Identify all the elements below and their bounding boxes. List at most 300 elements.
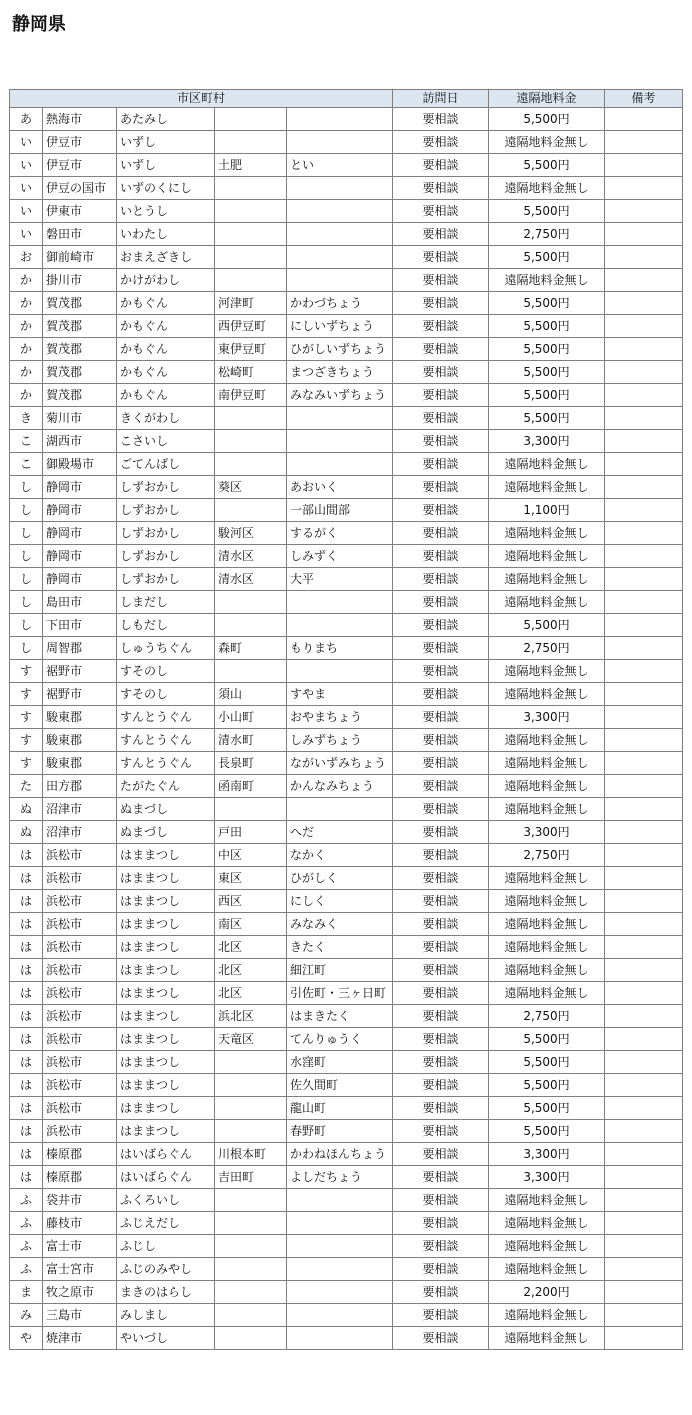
cell-town-reading: もりまち bbox=[287, 637, 393, 660]
cell-town: 駿河区 bbox=[215, 522, 287, 545]
cell-note bbox=[605, 867, 683, 890]
cell-visit-day: 要相談 bbox=[393, 1074, 489, 1097]
cell-city: 駿東郡 bbox=[43, 706, 117, 729]
table-row bbox=[10, 108, 683, 131]
cell-city: 三島市 bbox=[43, 1304, 117, 1327]
cell-town bbox=[215, 246, 287, 269]
table-row bbox=[10, 223, 683, 246]
cell-city-reading: すそのし bbox=[117, 660, 215, 683]
cell-note bbox=[605, 1258, 683, 1281]
cell-town: 須山 bbox=[215, 683, 287, 706]
cell-town-reading: しみずちょう bbox=[287, 729, 393, 752]
cell-note bbox=[605, 660, 683, 683]
cell-note bbox=[605, 982, 683, 1005]
cell-visit-day: 要相談 bbox=[393, 1028, 489, 1051]
cell-town bbox=[215, 1281, 287, 1304]
cell-kana: あ bbox=[10, 108, 43, 131]
cell-note bbox=[605, 384, 683, 407]
cell-remote-fee: 遠隔地料金無し bbox=[489, 269, 605, 292]
cell-remote-fee: 5,500円 bbox=[489, 407, 605, 430]
cell-visit-day: 要相談 bbox=[393, 223, 489, 246]
cell-kana: か bbox=[10, 384, 43, 407]
cell-remote-fee: 5,500円 bbox=[489, 361, 605, 384]
cell-remote-fee: 5,500円 bbox=[489, 338, 605, 361]
table-row bbox=[10, 522, 683, 545]
cell-visit-day: 要相談 bbox=[393, 499, 489, 522]
cell-town: 小山町 bbox=[215, 706, 287, 729]
cell-city: 賀茂郡 bbox=[43, 292, 117, 315]
cell-kana: ぬ bbox=[10, 798, 43, 821]
cell-city: 菊川市 bbox=[43, 407, 117, 430]
cell-town: 土肥 bbox=[215, 154, 287, 177]
cell-remote-fee: 5,500円 bbox=[489, 384, 605, 407]
cell-visit-day: 要相談 bbox=[393, 1051, 489, 1074]
cell-city: 浜松市 bbox=[43, 890, 117, 913]
table-row bbox=[10, 1005, 683, 1028]
cell-visit-day: 要相談 bbox=[393, 407, 489, 430]
cell-kana: か bbox=[10, 315, 43, 338]
cell-town-reading: よしだちょう bbox=[287, 1166, 393, 1189]
table-row bbox=[10, 1074, 683, 1097]
table-row bbox=[10, 407, 683, 430]
cell-note bbox=[605, 913, 683, 936]
table-row bbox=[10, 982, 683, 1005]
cell-remote-fee: 5,500円 bbox=[489, 292, 605, 315]
cell-note bbox=[605, 775, 683, 798]
cell-city-reading: はいばらぐん bbox=[117, 1166, 215, 1189]
cell-visit-day: 要相談 bbox=[393, 476, 489, 499]
cell-town-reading: てんりゅうく bbox=[287, 1028, 393, 1051]
table-row bbox=[10, 1281, 683, 1304]
cell-town-reading bbox=[287, 1281, 393, 1304]
cell-city: 静岡市 bbox=[43, 476, 117, 499]
cell-visit-day: 要相談 bbox=[393, 1327, 489, 1350]
cell-town-reading bbox=[287, 591, 393, 614]
cell-town: 川根本町 bbox=[215, 1143, 287, 1166]
cell-town-reading bbox=[287, 660, 393, 683]
cell-town bbox=[215, 430, 287, 453]
table-row bbox=[10, 1304, 683, 1327]
cell-visit-day: 要相談 bbox=[393, 821, 489, 844]
cell-kana: す bbox=[10, 660, 43, 683]
cell-city-reading: かもぐん bbox=[117, 361, 215, 384]
cell-city-reading: はままつし bbox=[117, 1028, 215, 1051]
cell-remote-fee: 5,500円 bbox=[489, 1028, 605, 1051]
cell-city-reading: はままつし bbox=[117, 890, 215, 913]
cell-kana: い bbox=[10, 131, 43, 154]
table-row bbox=[10, 131, 683, 154]
cell-note bbox=[605, 844, 683, 867]
table-row bbox=[10, 384, 683, 407]
cell-note bbox=[605, 108, 683, 131]
cell-visit-day: 要相談 bbox=[393, 246, 489, 269]
cell-note bbox=[605, 338, 683, 361]
cell-note bbox=[605, 1166, 683, 1189]
cell-town-reading bbox=[287, 108, 393, 131]
table-row bbox=[10, 476, 683, 499]
cell-remote-fee: 1,100円 bbox=[489, 499, 605, 522]
cell-visit-day: 要相談 bbox=[393, 775, 489, 798]
cell-city-reading: いわたし bbox=[117, 223, 215, 246]
cell-note bbox=[605, 407, 683, 430]
cell-kana: し bbox=[10, 591, 43, 614]
cell-city-reading: はままつし bbox=[117, 959, 215, 982]
cell-town-reading: みなみいずちょう bbox=[287, 384, 393, 407]
cell-kana: か bbox=[10, 269, 43, 292]
cell-city: 御殿場市 bbox=[43, 453, 117, 476]
cell-town-reading: へだ bbox=[287, 821, 393, 844]
cell-note bbox=[605, 292, 683, 315]
table-row bbox=[10, 683, 683, 706]
cell-town: 吉田町 bbox=[215, 1166, 287, 1189]
cell-city-reading: しもだし bbox=[117, 614, 215, 637]
cell-city-reading: やいづし bbox=[117, 1327, 215, 1350]
cell-visit-day: 要相談 bbox=[393, 1166, 489, 1189]
cell-town bbox=[215, 591, 287, 614]
cell-remote-fee: 3,300円 bbox=[489, 1166, 605, 1189]
cell-kana: ふ bbox=[10, 1258, 43, 1281]
cell-town-reading: かんなみちょう bbox=[287, 775, 393, 798]
cell-city-reading: はままつし bbox=[117, 936, 215, 959]
cell-note bbox=[605, 499, 683, 522]
cell-remote-fee: 遠隔地料金無し bbox=[489, 775, 605, 798]
cell-remote-fee: 遠隔地料金無し bbox=[489, 913, 605, 936]
table-row bbox=[10, 1120, 683, 1143]
cell-note bbox=[605, 1051, 683, 1074]
cell-town: 西伊豆町 bbox=[215, 315, 287, 338]
cell-note bbox=[605, 1143, 683, 1166]
cell-city: 沼津市 bbox=[43, 798, 117, 821]
cell-kana: こ bbox=[10, 453, 43, 476]
cell-remote-fee: 5,500円 bbox=[489, 614, 605, 637]
cell-city-reading: しずおかし bbox=[117, 476, 215, 499]
cell-town-reading bbox=[287, 177, 393, 200]
cell-city: 浜松市 bbox=[43, 1097, 117, 1120]
table-row bbox=[10, 890, 683, 913]
cell-city: 袋井市 bbox=[43, 1189, 117, 1212]
cell-kana: は bbox=[10, 1074, 43, 1097]
cell-remote-fee: 3,300円 bbox=[489, 1143, 605, 1166]
cell-remote-fee: 遠隔地料金無し bbox=[489, 660, 605, 683]
cell-note bbox=[605, 1281, 683, 1304]
cell-town-reading: 龍山町 bbox=[287, 1097, 393, 1120]
table-row bbox=[10, 1097, 683, 1120]
cell-town bbox=[215, 1097, 287, 1120]
cell-town-reading: ひがしいずちょう bbox=[287, 338, 393, 361]
cell-town bbox=[215, 407, 287, 430]
cell-visit-day: 要相談 bbox=[393, 545, 489, 568]
cell-town-reading: 水窪町 bbox=[287, 1051, 393, 1074]
cell-city: 浜松市 bbox=[43, 1051, 117, 1074]
cell-town-reading bbox=[287, 1304, 393, 1327]
cell-town-reading: ひがしく bbox=[287, 867, 393, 890]
cell-visit-day: 要相談 bbox=[393, 752, 489, 775]
cell-city: 沼津市 bbox=[43, 821, 117, 844]
cell-note bbox=[605, 798, 683, 821]
header-remote-fee: 遠隔地料金 bbox=[489, 90, 605, 108]
cell-town-reading bbox=[287, 223, 393, 246]
cell-town: 清水区 bbox=[215, 568, 287, 591]
cell-visit-day: 要相談 bbox=[393, 1189, 489, 1212]
cell-city-reading: かけがわし bbox=[117, 269, 215, 292]
table-row bbox=[10, 269, 683, 292]
cell-visit-day: 要相談 bbox=[393, 844, 489, 867]
cell-note bbox=[605, 177, 683, 200]
table-row bbox=[10, 798, 683, 821]
cell-city-reading: しずおかし bbox=[117, 522, 215, 545]
cell-visit-day: 要相談 bbox=[393, 154, 489, 177]
table-row bbox=[10, 568, 683, 591]
cell-city: 島田市 bbox=[43, 591, 117, 614]
cell-city: 浜松市 bbox=[43, 1120, 117, 1143]
cell-visit-day: 要相談 bbox=[393, 1097, 489, 1120]
table-row bbox=[10, 614, 683, 637]
cell-city-reading: しずおかし bbox=[117, 545, 215, 568]
cell-remote-fee: 3,300円 bbox=[489, 821, 605, 844]
header-notes: 備考 bbox=[605, 90, 683, 108]
cell-kana: い bbox=[10, 200, 43, 223]
cell-town-reading bbox=[287, 246, 393, 269]
cell-city: 伊豆市 bbox=[43, 154, 117, 177]
cell-city-reading: すんとうぐん bbox=[117, 706, 215, 729]
cell-town: 北区 bbox=[215, 959, 287, 982]
cell-kana: は bbox=[10, 867, 43, 890]
cell-town-reading: 佐久間町 bbox=[287, 1074, 393, 1097]
header-municipality: 市区町村 bbox=[10, 90, 393, 108]
cell-kana: は bbox=[10, 982, 43, 1005]
cell-kana: ぬ bbox=[10, 821, 43, 844]
cell-city-reading: ふじし bbox=[117, 1235, 215, 1258]
cell-visit-day: 要相談 bbox=[393, 177, 489, 200]
cell-city: 御前崎市 bbox=[43, 246, 117, 269]
table-row bbox=[10, 200, 683, 223]
cell-town: 東区 bbox=[215, 867, 287, 890]
cell-remote-fee: 遠隔地料金無し bbox=[489, 545, 605, 568]
cell-city-reading: はままつし bbox=[117, 1120, 215, 1143]
cell-town bbox=[215, 1074, 287, 1097]
cell-town bbox=[215, 131, 287, 154]
cell-remote-fee: 5,500円 bbox=[489, 200, 605, 223]
cell-kana: ふ bbox=[10, 1189, 43, 1212]
cell-remote-fee: 遠隔地料金無し bbox=[489, 522, 605, 545]
cell-kana: し bbox=[10, 522, 43, 545]
cell-city: 熱海市 bbox=[43, 108, 117, 131]
table-row bbox=[10, 1258, 683, 1281]
cell-city: 裾野市 bbox=[43, 660, 117, 683]
cell-town: 中区 bbox=[215, 844, 287, 867]
cell-city: 賀茂郡 bbox=[43, 338, 117, 361]
cell-kana: は bbox=[10, 1143, 43, 1166]
cell-city-reading: はままつし bbox=[117, 844, 215, 867]
cell-kana: お bbox=[10, 246, 43, 269]
cell-visit-day: 要相談 bbox=[393, 1143, 489, 1166]
cell-town bbox=[215, 1212, 287, 1235]
table-row bbox=[10, 913, 683, 936]
cell-town-reading: みなみく bbox=[287, 913, 393, 936]
cell-note bbox=[605, 1074, 683, 1097]
cell-town-reading bbox=[287, 1327, 393, 1350]
cell-remote-fee: 遠隔地料金無し bbox=[489, 1235, 605, 1258]
cell-city: 浜松市 bbox=[43, 1074, 117, 1097]
table-row bbox=[10, 936, 683, 959]
table-row bbox=[10, 1212, 683, 1235]
cell-remote-fee: 遠隔地料金無し bbox=[489, 131, 605, 154]
cell-town: 松崎町 bbox=[215, 361, 287, 384]
cell-city-reading: まきのはらし bbox=[117, 1281, 215, 1304]
cell-visit-day: 要相談 bbox=[393, 1005, 489, 1028]
cell-city-reading: はままつし bbox=[117, 1005, 215, 1028]
cell-town: 浜北区 bbox=[215, 1005, 287, 1028]
cell-remote-fee: 遠隔地料金無し bbox=[489, 177, 605, 200]
cell-note bbox=[605, 890, 683, 913]
cell-kana: し bbox=[10, 637, 43, 660]
table-row bbox=[10, 361, 683, 384]
cell-note bbox=[605, 1028, 683, 1051]
cell-visit-day: 要相談 bbox=[393, 660, 489, 683]
cell-note bbox=[605, 522, 683, 545]
cell-city-reading: ぬまづし bbox=[117, 798, 215, 821]
cell-remote-fee: 遠隔地料金無し bbox=[489, 453, 605, 476]
cell-visit-day: 要相談 bbox=[393, 1258, 489, 1281]
cell-visit-day: 要相談 bbox=[393, 338, 489, 361]
fee-table bbox=[9, 89, 683, 1350]
table-row bbox=[10, 844, 683, 867]
cell-city: 藤枝市 bbox=[43, 1212, 117, 1235]
cell-city: 下田市 bbox=[43, 614, 117, 637]
cell-city-reading: しずおかし bbox=[117, 499, 215, 522]
cell-city-reading: いとうし bbox=[117, 200, 215, 223]
cell-town-reading: かわねほんちょう bbox=[287, 1143, 393, 1166]
cell-town bbox=[215, 1051, 287, 1074]
table-row bbox=[10, 177, 683, 200]
cell-city-reading: かもぐん bbox=[117, 292, 215, 315]
cell-city: 牧之原市 bbox=[43, 1281, 117, 1304]
cell-visit-day: 要相談 bbox=[393, 1212, 489, 1235]
cell-town-reading: するがく bbox=[287, 522, 393, 545]
table-row bbox=[10, 1166, 683, 1189]
cell-remote-fee: 2,750円 bbox=[489, 637, 605, 660]
cell-visit-day: 要相談 bbox=[393, 131, 489, 154]
cell-note bbox=[605, 131, 683, 154]
cell-city-reading: すんとうぐん bbox=[117, 729, 215, 752]
cell-city-reading: しずおかし bbox=[117, 568, 215, 591]
cell-remote-fee: 5,500円 bbox=[489, 246, 605, 269]
cell-kana: す bbox=[10, 706, 43, 729]
cell-city: 浜松市 bbox=[43, 959, 117, 982]
cell-city: 静岡市 bbox=[43, 499, 117, 522]
cell-note bbox=[605, 637, 683, 660]
cell-visit-day: 要相談 bbox=[393, 591, 489, 614]
table-row bbox=[10, 1143, 683, 1166]
cell-kana: い bbox=[10, 154, 43, 177]
cell-remote-fee: 遠隔地料金無し bbox=[489, 1304, 605, 1327]
cell-town-reading bbox=[287, 614, 393, 637]
cell-city: 伊豆の国市 bbox=[43, 177, 117, 200]
cell-visit-day: 要相談 bbox=[393, 1281, 489, 1304]
cell-town-reading bbox=[287, 269, 393, 292]
cell-visit-day: 要相談 bbox=[393, 959, 489, 982]
cell-city-reading: おまえざきし bbox=[117, 246, 215, 269]
table-row bbox=[10, 706, 683, 729]
cell-town-reading: おやまちょう bbox=[287, 706, 393, 729]
cell-city-reading: すんとうぐん bbox=[117, 752, 215, 775]
cell-note bbox=[605, 453, 683, 476]
cell-city-reading: かもぐん bbox=[117, 384, 215, 407]
cell-kana: す bbox=[10, 752, 43, 775]
table-body bbox=[10, 108, 683, 1350]
cell-town bbox=[215, 1235, 287, 1258]
page-title: 静岡県 bbox=[12, 14, 66, 35]
cell-note bbox=[605, 476, 683, 499]
cell-town-reading: しみずく bbox=[287, 545, 393, 568]
cell-remote-fee: 遠隔地料金無し bbox=[489, 982, 605, 1005]
cell-note bbox=[605, 821, 683, 844]
cell-remote-fee: 5,500円 bbox=[489, 1097, 605, 1120]
cell-town-reading: はまきたく bbox=[287, 1005, 393, 1028]
cell-city: 磐田市 bbox=[43, 223, 117, 246]
cell-note bbox=[605, 545, 683, 568]
cell-city-reading: かもぐん bbox=[117, 315, 215, 338]
cell-town: 長泉町 bbox=[215, 752, 287, 775]
cell-city-reading: ごてんばし bbox=[117, 453, 215, 476]
cell-remote-fee: 2,750円 bbox=[489, 223, 605, 246]
cell-city: 浜松市 bbox=[43, 1005, 117, 1028]
cell-city: 浜松市 bbox=[43, 1028, 117, 1051]
table-row bbox=[10, 867, 683, 890]
cell-note bbox=[605, 683, 683, 706]
table-row bbox=[10, 1051, 683, 1074]
cell-city-reading: はままつし bbox=[117, 982, 215, 1005]
cell-kana: こ bbox=[10, 430, 43, 453]
cell-kana: ま bbox=[10, 1281, 43, 1304]
cell-town bbox=[215, 1304, 287, 1327]
cell-visit-day: 要相談 bbox=[393, 706, 489, 729]
cell-kana: は bbox=[10, 890, 43, 913]
table-row bbox=[10, 1235, 683, 1258]
cell-kana: か bbox=[10, 292, 43, 315]
cell-town-reading: 細江町 bbox=[287, 959, 393, 982]
cell-kana: は bbox=[10, 844, 43, 867]
cell-note bbox=[605, 1120, 683, 1143]
cell-town bbox=[215, 1189, 287, 1212]
table-row bbox=[10, 154, 683, 177]
cell-town: 森町 bbox=[215, 637, 287, 660]
cell-visit-day: 要相談 bbox=[393, 200, 489, 223]
cell-city-reading: みしまし bbox=[117, 1304, 215, 1327]
table-row bbox=[10, 637, 683, 660]
cell-town bbox=[215, 108, 287, 131]
table-row bbox=[10, 729, 683, 752]
cell-note bbox=[605, 706, 683, 729]
cell-note bbox=[605, 1097, 683, 1120]
cell-remote-fee: 遠隔地料金無し bbox=[489, 798, 605, 821]
cell-town bbox=[215, 499, 287, 522]
cell-remote-fee: 遠隔地料金無し bbox=[489, 1327, 605, 1350]
cell-remote-fee: 遠隔地料金無し bbox=[489, 867, 605, 890]
cell-kana: は bbox=[10, 913, 43, 936]
cell-visit-day: 要相談 bbox=[393, 568, 489, 591]
cell-kana: し bbox=[10, 545, 43, 568]
cell-town: 清水町 bbox=[215, 729, 287, 752]
table-row bbox=[10, 545, 683, 568]
cell-kana: ふ bbox=[10, 1235, 43, 1258]
cell-town: 函南町 bbox=[215, 775, 287, 798]
cell-visit-day: 要相談 bbox=[393, 292, 489, 315]
cell-visit-day: 要相談 bbox=[393, 1120, 489, 1143]
cell-kana: は bbox=[10, 1005, 43, 1028]
cell-remote-fee: 遠隔地料金無し bbox=[489, 1212, 605, 1235]
cell-town-reading bbox=[287, 1189, 393, 1212]
